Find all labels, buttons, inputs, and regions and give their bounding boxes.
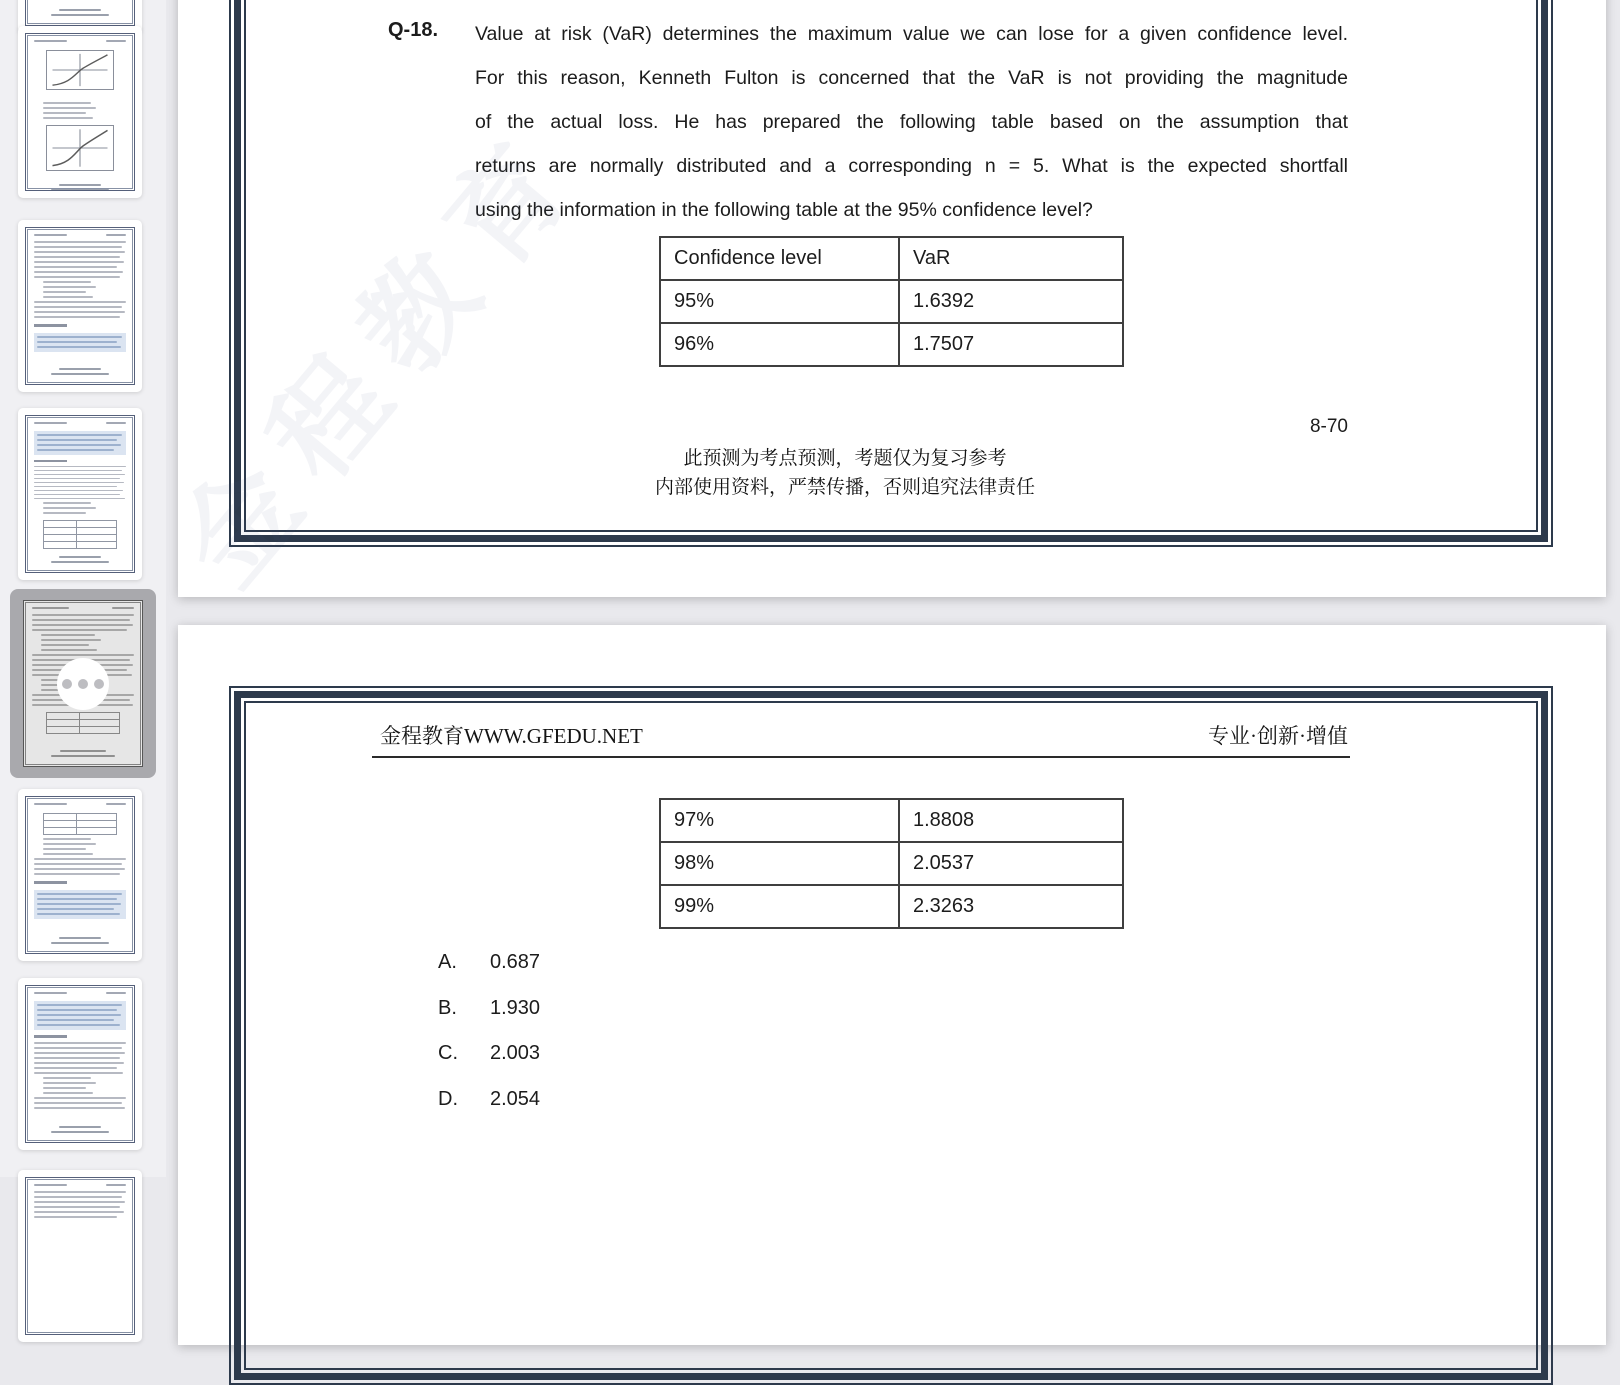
sketch-header <box>34 803 126 805</box>
table-cell: 2.0537 <box>899 842 1123 885</box>
sketch-line <box>34 863 122 865</box>
sketch-line <box>34 474 125 475</box>
sketch-line <box>34 316 120 318</box>
sketch-chart <box>46 50 114 90</box>
sketch-table-row <box>47 720 119 727</box>
sketch-line <box>43 843 96 845</box>
thumbnail-sketch <box>25 33 135 191</box>
sketch-line <box>37 439 117 441</box>
page-thumbnail[interactable] <box>18 220 142 392</box>
sketch-line <box>34 498 125 499</box>
sketch-line <box>34 251 125 253</box>
question-number: Q-18. <box>388 19 439 41</box>
sketch-line <box>34 486 117 487</box>
sketch-line <box>51 942 108 944</box>
sketch-line <box>51 561 108 563</box>
sketch-line <box>34 1067 117 1069</box>
sketch-line <box>32 624 133 626</box>
page-thumbnail[interactable] <box>18 1170 142 1342</box>
sketch-line <box>34 266 117 268</box>
question-text-line: using the information in the following table at the 95% confidence level? <box>475 199 1093 221</box>
sketch-line <box>34 1206 120 1208</box>
sketch-line <box>32 654 134 656</box>
sketch-line <box>43 1082 96 1084</box>
brand-header: 金程教育WWW.GFEDU.NET <box>380 724 643 748</box>
sketch-line <box>51 14 108 16</box>
sketch-line <box>59 1126 101 1128</box>
sketch-header <box>34 40 126 42</box>
sketch-highlight-block <box>34 1001 126 1030</box>
option-letter: B. <box>438 997 457 1019</box>
sketch-line <box>34 234 67 236</box>
sketch-line <box>34 1211 124 1213</box>
sketch-table-row <box>47 727 119 733</box>
thumbnail-sketch <box>25 227 135 385</box>
thumbnail-sketch <box>25 985 135 1143</box>
sketch-line <box>51 373 108 375</box>
sketch-line <box>34 490 123 491</box>
option-a <box>438 951 778 974</box>
option-value: 0.687 <box>490 951 541 973</box>
sketch-line <box>34 311 125 313</box>
sketch-header <box>34 992 126 994</box>
sketch-line <box>43 281 91 283</box>
sketch-line <box>37 1004 122 1006</box>
sketch-line <box>106 803 126 805</box>
sketch-line <box>34 1201 125 1203</box>
sketch-line <box>43 507 96 509</box>
option-letter: D. <box>438 1088 458 1110</box>
sketch-footer <box>34 364 126 378</box>
sketch-line <box>37 903 121 905</box>
table-cell: 1.8808 <box>899 799 1123 842</box>
thumbnail-sketch <box>25 1177 135 1335</box>
sketch-table-row <box>44 814 116 821</box>
confidence-var-table-continued <box>659 798 1124 929</box>
sketch-table <box>43 520 117 549</box>
table-cell: 96% <box>660 323 899 366</box>
page-thumbnail[interactable] <box>18 789 142 961</box>
sketch-options <box>34 838 126 858</box>
sketch-line <box>51 189 108 191</box>
sketch-line <box>32 607 69 609</box>
table-cell: 95% <box>660 280 899 323</box>
sketch-line <box>34 470 122 471</box>
sketch-line <box>106 40 126 42</box>
sketch-highlight-block <box>34 333 126 352</box>
sketch-line <box>41 639 101 641</box>
table-cell: 97% <box>660 799 899 842</box>
sketch-line <box>34 482 124 483</box>
loading-dot <box>94 679 104 689</box>
table-cell: 2.3263 <box>899 885 1123 928</box>
sketch-line <box>34 1052 125 1054</box>
sketch-line <box>106 1184 126 1186</box>
sketch-table-row <box>44 542 116 548</box>
option-d <box>438 1088 778 1111</box>
sketch-line <box>43 512 86 514</box>
table-row <box>660 799 1123 842</box>
document-page-1 <box>157 0 1606 608</box>
sketch-line <box>37 898 117 900</box>
sketch-header <box>34 234 126 236</box>
sketch-line <box>37 893 122 895</box>
sketch-line <box>34 494 120 495</box>
sketch-header <box>34 422 126 424</box>
thumbnail-sidebar <box>0 0 166 1177</box>
sketch-line <box>34 306 122 308</box>
sketch-line <box>34 466 126 467</box>
sketch-line <box>34 1062 124 1064</box>
table-row <box>660 885 1123 928</box>
sketch-heading <box>34 460 67 462</box>
question-text-line: Value at risk (VaR) determines the maximum value we can lose for a given confidence level. <box>475 23 1348 45</box>
loading-dot <box>62 679 72 689</box>
sketch-line <box>51 1131 108 1133</box>
sketch-header <box>34 1184 126 1186</box>
sketch-line <box>37 1019 114 1021</box>
option-c <box>438 1042 778 1065</box>
sketch-footer <box>34 933 126 947</box>
sketch-line <box>34 1196 122 1198</box>
sketch-options <box>34 102 126 122</box>
sketch-line <box>32 614 134 616</box>
sketch-line <box>43 1092 93 1094</box>
sketch-line <box>34 992 67 994</box>
sketch-line <box>51 755 114 757</box>
sketch-table <box>43 813 117 835</box>
sketch-line <box>43 117 93 119</box>
table-header-cell: VaR <box>899 237 1123 280</box>
sketch-line <box>34 1216 117 1218</box>
sketch-line <box>34 1057 120 1059</box>
sketch-footer <box>34 1122 126 1136</box>
sketch-line <box>43 291 86 293</box>
sketch-line <box>43 102 91 104</box>
sketch-line <box>41 634 95 636</box>
sketch-line <box>112 607 134 609</box>
sketch-line <box>34 1042 126 1044</box>
sketch-line <box>34 1107 125 1109</box>
sketch-line <box>34 256 120 258</box>
sketch-line <box>59 556 101 558</box>
watermark: 金程教育 <box>157 104 608 608</box>
slide-page-number: 8-70 <box>1309 416 1348 437</box>
sketch-heading <box>34 324 67 327</box>
table-header-row <box>660 237 1123 280</box>
sketch-footer <box>34 180 126 191</box>
sketch-line <box>37 1014 121 1016</box>
sketch-table-row <box>44 528 116 535</box>
sketch-line <box>34 241 126 243</box>
sketch-line <box>106 234 126 236</box>
loading-dot <box>78 679 88 689</box>
sketch-line <box>34 276 120 278</box>
sketch-line <box>37 913 120 915</box>
sketch-table-row <box>44 535 116 542</box>
sketch-table <box>46 712 120 734</box>
sketch-line <box>37 434 122 436</box>
document-page-2 <box>178 625 1606 1345</box>
sketch-chart <box>46 125 114 171</box>
sketch-line <box>59 937 101 939</box>
sketch-line <box>34 261 124 263</box>
sketch-highlight-block <box>34 890 126 919</box>
sketch-footer <box>34 552 126 566</box>
sketch-line <box>43 502 91 504</box>
sketch-line <box>34 1184 67 1186</box>
question-text-line: of the actual loss. He has prepared the following table based on the assumption that <box>475 111 1348 133</box>
table-cell: 98% <box>660 842 899 885</box>
table-cell: 99% <box>660 885 899 928</box>
header-rule <box>372 756 1350 758</box>
table-row <box>660 323 1123 366</box>
sketch-line <box>43 1077 91 1079</box>
sketch-heading <box>34 1035 67 1038</box>
sketch-line <box>37 908 114 910</box>
sketch-line <box>34 1047 122 1049</box>
sketch-table-row <box>44 828 116 834</box>
sketch-line <box>34 246 122 248</box>
sketch-options <box>34 502 126 517</box>
sketch-line <box>34 873 120 875</box>
sketch-line <box>37 346 121 348</box>
table-cell: 1.7507 <box>899 323 1123 366</box>
sketch-line <box>59 184 101 186</box>
page-thumbnail[interactable] <box>18 978 142 1150</box>
option-letter: A. <box>438 951 457 973</box>
sketch-options <box>34 281 126 301</box>
option-value: 2.003 <box>490 1042 541 1064</box>
slide-frame <box>229 686 1553 1385</box>
sketch-line <box>43 112 86 114</box>
option-value: 2.054 <box>490 1088 541 1110</box>
sketch-line <box>34 40 67 42</box>
sketch-line <box>34 1097 126 1099</box>
sketch-line <box>43 107 96 109</box>
sketch-line <box>106 422 126 424</box>
sketch-line <box>59 368 101 370</box>
sketch-line <box>59 9 101 11</box>
sketch-line <box>60 750 107 752</box>
sketch-line <box>37 1009 117 1011</box>
sketch-options <box>32 634 134 654</box>
page-thumbnail[interactable] <box>18 26 142 198</box>
sketch-line <box>34 858 126 860</box>
thumbnail-sketch <box>25 0 135 26</box>
question-text-line: For this reason, Kenneth Fulton is concerned that the VaR is not providing the magnitude <box>475 67 1348 89</box>
sketch-footer <box>32 746 134 760</box>
sketch-line <box>34 301 126 303</box>
sketch-line <box>106 992 126 994</box>
sketch-line <box>43 848 86 850</box>
sketch-line <box>37 449 114 451</box>
sketch-line <box>37 1024 120 1026</box>
sketch-line <box>34 422 67 424</box>
sketch-line <box>37 341 117 343</box>
sketch-options <box>34 1077 126 1097</box>
loading-indicator <box>57 658 109 710</box>
notice-line: 此预测为考点预测，考题仅为复习参考 <box>683 448 1007 469</box>
sketch-highlight-block <box>34 431 126 455</box>
table-row <box>660 280 1123 323</box>
page-thumbnail[interactable] <box>18 408 142 580</box>
sketch-table-row <box>47 713 119 720</box>
page-thumbnail-selected[interactable] <box>10 589 156 778</box>
sketch-line <box>34 868 125 870</box>
table-row <box>660 842 1123 885</box>
option-letter: C. <box>438 1042 458 1064</box>
sketch-table-row <box>44 521 116 528</box>
notice-line: 内部使用资料，严禁传播，否则追究法律责任 <box>654 477 1035 498</box>
sketch-line <box>34 803 67 805</box>
sketch-line <box>43 1087 86 1089</box>
sketch-line <box>32 629 127 631</box>
sketch-line <box>34 271 123 273</box>
table-cell: 1.6392 <box>899 280 1123 323</box>
sketch-header <box>32 607 134 609</box>
option-b <box>438 997 778 1020</box>
confidence-var-table <box>659 236 1124 367</box>
sketch-line <box>34 478 120 479</box>
sketch-line <box>43 838 91 840</box>
sketch-line <box>41 649 97 651</box>
sketch-line <box>32 619 130 621</box>
option-value: 1.930 <box>490 997 541 1019</box>
sketch-heading <box>34 881 67 884</box>
sketch-line <box>37 336 122 338</box>
sketch-line <box>37 444 121 446</box>
slogan-header: 专业·创新·增值 <box>1208 724 1348 748</box>
sketch-line <box>43 853 93 855</box>
thumbnail-sketch <box>25 796 135 954</box>
table-header-cell: Confidence level <box>660 237 899 280</box>
sketch-line <box>34 1072 123 1074</box>
sketch-line <box>41 644 89 646</box>
sketch-table-row <box>44 821 116 828</box>
sketch-footer <box>34 5 126 19</box>
sketch-line <box>43 296 93 298</box>
question-text-line: returns are normally distributed and a corresponding n = 5. What is the expected shortfall <box>475 155 1348 177</box>
thumbnail-sketch <box>25 415 135 573</box>
sketch-line <box>34 1102 122 1104</box>
sketch-line <box>34 1191 126 1193</box>
sketch-line <box>43 286 96 288</box>
